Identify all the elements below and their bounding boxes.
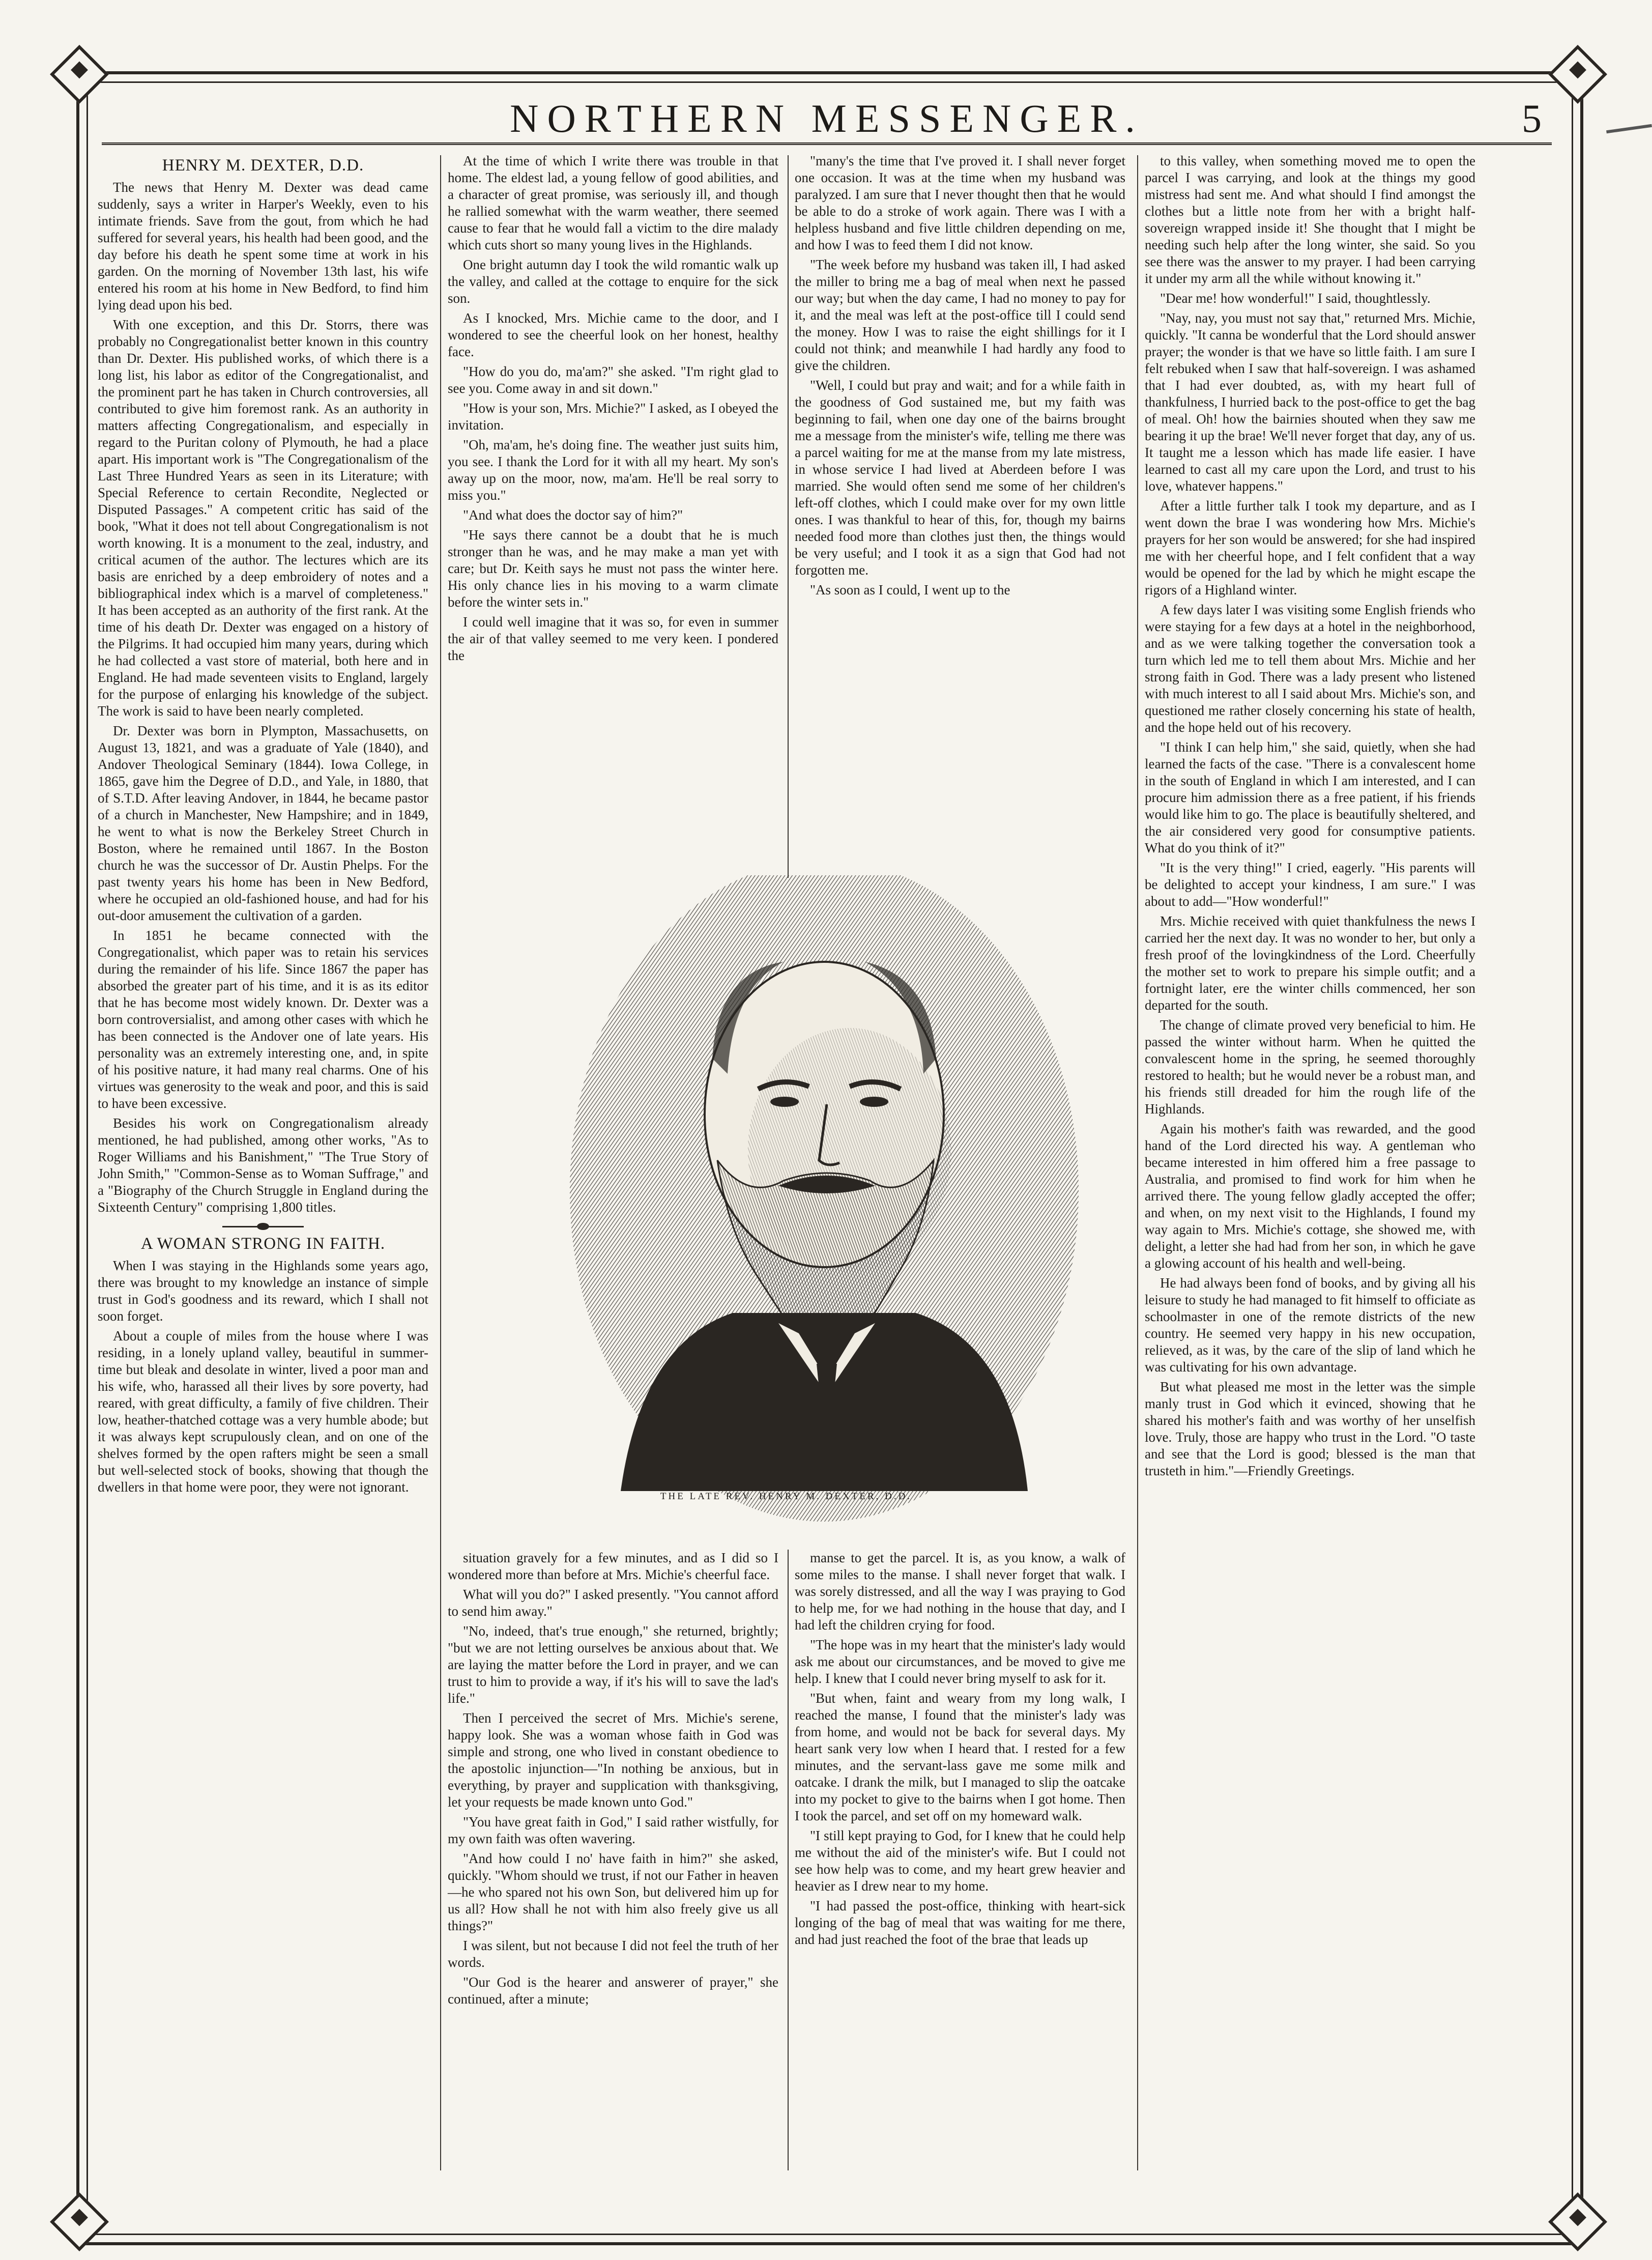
article-title-woman-faith: A WOMAN STRONG IN FAITH. [140,1235,386,1253]
paragraph: "many's the time that I've proved it. I shall never forget one occasion. It was at the time when my husband was paralyzed. I am sure that I never thought then that he would be able to do a stroke of work again. There was I with a helpless husband and five little children depending on me, and how I was to feed them I did not know. [795,153,1125,252]
paragraph: "How do you do, ma'am?" she asked. "I'm right glad to see you. Come away in and sit down." [448,364,778,396]
paragraph: "And what does the doctor say of him?" [463,507,683,523]
paragraph: About a couple of miles from the house where I was residing, in a lonely upland valley, beautiful in summer-time but bleak and desolate in winter, lived a poor man and his wife, who, harassed all their lives by sore poverty, had reared, with great difficulty, a family of five children. Their low, heather-thatched cottage was a very humble abode; but it was always kept scrupulously clean, and on one of the shelves formed by the open rafters might be seen a small but well-selected stock of books, showing that though the dwellers in that home were poor, they were not ignorant. [98,1328,428,1495]
column-1 [98,155,428,1499]
column-3-bottom [795,1550,1125,1951]
masthead [102,94,1552,145]
corner-ornament-bottom-right [1548,2192,1607,2251]
paragraph: When I was staying in the Highlands some years ago, there was brought to my knowledge an instance of simple trust in God's goodness and its reward, which I shall not soon forget. [98,1258,428,1324]
portrait-engraving [565,875,1084,1583]
column-2-top [448,153,778,667]
paragraph: After a little further talk I took my departure, and as I went down the brae I was wondering how Mrs. Michie's prayers for her son would be answered; for she had inspired me with her cheerful hope, and I felt confident that a way would be opened for the lad by which he might escape the rigors of a Highland winter. [1145,498,1475,597]
paragraph: With one exception, and this Dr. Storrs, there was probably no Congregationalist better known in this country than Dr. Dexter. His published works, of which there is a long list, his labor as editor of the Congregationalist, and the prominent part he has taken in Church controversies, all contributed to give him foremost rank. As an authority in matters affecting Congregationalism, and especially in regard to the Puritan colony of Plymouth, he had a place apart. His important work is "The Congregationalism of the Last Three Hundred Years as seen in its Literature; with Special Reference to certain Recondite, Neglected or Disputed Passages." A competent critic has said of the book, "What it does not tell about Congregationalism is not worth knowing. It is a monument to the zeal, industry, and critical acumen of the author. The lectures which are its basis are enriched by a deep embroidery of notes and a bibliographical index which is a marvel of completeness." It has been accepted as an authority of the first rank. At the time of his death Dr. Dexter was engaged on a history of the Pilgrims. It had occupied him many years, during which he had collected a vast store of material, both here and in England. He had made seventeen visits to England, largely for the purpose of enlarging his knowledge of the subject. The work is said to have been nearly completed. [98,317,428,719]
paragraph: A few days later I was visiting some English friends who were staying for a few days at a hotel in the neighborhood, and as we were talking together the conversation took a turn which led me to tell them about Mrs. Michie and her strong faith in God. There was a lady present who listened with much interest to all I said about Mrs. Michie's son, and questioned me rather closely concerning his state of health, and the hope held out of his recovery. [1145,602,1475,735]
paragraph: "As soon as I could, I went up to the [810,582,1010,597]
paragraph: Besides his work on Congregationalism already mentioned, he had published, among other works, "As to Roger Williams and his Banishment," "The True Story of John Smith," "Common-Sense as to Woman Suffrage," and a "Biography of the Church Struggle in England during the Sixteenth Century" comprising 1,800 titles. [98,1115,428,1215]
paragraph: "Dear me! how wonderful!" I said, thoughtlessly. [1160,291,1431,306]
paragraph: What will you do?" I asked presently. "You cannot afford to send him away." [448,1587,778,1619]
portrait-eye [770,1097,799,1107]
paragraph: "I think I can help him," she said, quietly, when she had learned the facts of the case. "There is a convalescent home in the south of England in which I am interested, and I can procure him admission there as a free patient, if his friends would like him to go. The place is beautifully sheltered, and the air considered very good for consumptive patients. What do you think of it?" [1145,739,1475,855]
column-rule [440,155,441,2170]
paragraph: Mrs. Michie received with quiet thankfulness the news I carried her the next day. It was no wonder to her, but only a fresh proof of the lovingkindness of the Lord. Cheerfully the mother set to work to prepare his simple outfit; and a fortnight later, ere the winter chills commenced, her son departed for the south. [1145,913,1475,1013]
article-title-dexter: HENRY M. DEXTER, D.D. [162,156,364,175]
column-rule [1137,155,1138,2170]
paragraph: "I had passed the post-office, thinking with heart-sick longing of the bag of meal that was waiting for me there, and had just reached the foot of the brae that leads up [795,1898,1125,1947]
corner-ornament-top-right [1548,45,1607,104]
paragraph: "Our God is the hearer and answerer of prayer," she continued, after a minute; [448,1975,778,2007]
paragraph: "The hope was in my heart that the minister's lady would ask me about our circumstances, and be moved to give me help. I knew that I could never bring myself to ask for it. [795,1637,1125,1686]
paragraph: The news that Henry M. Dexter was dead came suddenly, says a writer in Harper's Weekly, even to his intimate friends. Save from the gout, from which he had suffered for several years, his health had been good, and the day before his death he spent some time at work in his garden. On the morning of November 13th last, his wife entered his room at his home in New Bedford, to find him lying dead upon his bed. [98,180,428,312]
corner-ornament-bottom-left [50,2192,109,2251]
paragraph: At the time of which I write there was trouble in that home. The eldest lad, a young fellow of good abilities, and a character of great promise, was seriously ill, and though he rallied somewhat with the warm weather, there seemed cause to fear that he would fall a victim to the dire malady which cuts short so many young lives in the Highlands. [448,153,778,252]
paragraph: "The week before my husband was taken ill, I had asked the miller to bring me a bag of meal when next he passed our way; but when the day came, I had no money to pay for it, and the meal was left at the post-office till I could send the money. How I was to raise the eight shillings for it I could not think; and meanwhile I had hardly any food to give the children. [795,257,1125,373]
paragraph: "Nay, nay, you must not say that," returned Mrs. Michie, quickly. "It canna be wonderful that the Lord should answer prayer; the wonder is that we have so little faith. I am sure I felt rebuked when I saw that half-sovereign. I was ashamed that I had ever doubted, as, with my heart full of thankfulness, I hurried back to the post-office to get the bag of meal. Oh! how the bairnies shouted when they saw me bearing it up the brae! We'll never forget that day, any of us. It taught me a lesson which has made life easier. I have learned to cast all my care upon the Lord, and trust to his love, whatever happens." [1145,310,1475,494]
paragraph: He had always been fond of books, and by giving all his leisure to study he had managed to fit himself to officiate as schoolmaster in one of the remote districts of the new country. He seemed very happy in his new occupation, relieved, as it was, by the care of the slip of land which he was cultivating for his own advantage. [1145,1275,1475,1375]
portrait-eye [860,1097,888,1107]
paragraph: I could well imagine that it was so, for even in summer the air of that valley seemed to me very keen. I pondered the [448,614,778,663]
column-2-bottom [448,1550,778,2011]
newspaper-title: NORTHERN MESSENGER. [510,96,1144,140]
paragraph: "No, indeed, that's true enough," she returned, brightly; "but we are not letting ourselves be anxious about that. We are laying the matter before the Lord in prayer, and we can trust to him to provide a way, if it's his will to save the lad's life." [448,1623,778,1706]
paragraph: One bright autumn day I took the wild romantic walk up the valley, and called at the cottage to enquire for the sick son. [448,257,778,306]
paragraph: "And how could I no' have faith in him?" she asked, quickly. "Whom should we trust, if not our Father in heaven—he who spared not his own Son, but delivered him up for us all? How shall he not with him also freely give us all things?" [448,1851,778,1933]
paragraph: But what pleased me most in the letter was the simple manly trust in God which it evinced, showing that he shared his mother's faith and was worthy of her unselfish love. Truly, those are happy who trust in the Lord. "O taste and see that the Lord is good; blessed is the man that trusteth in him."—Friendly Greetings. [1145,1379,1475,1478]
column-3-top [795,153,1125,602]
paragraph: "He says there cannot be a doubt that he is much stronger than he was, and he may make a man yet with care; but Dr. Keith says he must not pass the winter here. His only chance lies in his moving to a warm climate before the winter sets in." [448,527,778,610]
paragraph: In 1851 he became connected with the Congregationalist, which paper was to retain his services during the remainder of his life. Since 1867 the paper has absorbed the greater part of his time, and it is as its editor that he has become most widely known. Dr. Dexter was a born controversialist, and among other cases with which he has been connected is the Andover one of late years. His personality was an extremely interesting one, and, in spite of his positive nature, it had many real charms. One of his virtues was generosity to the weak and poor, and this is said to have been excessive. [98,928,428,1111]
paragraph: to this valley, when something moved me to open the parcel I was carrying, and look at the things my good mistress had sent me. And what should I find amongst the clothes but a little note from her with a bright half-sovereign wrapped inside it! She thought that I might be needing such help after the long winter, she said. So you see there was the answer to my prayer. I had been carrying it under my arm all the while without knowing it." [1145,153,1475,286]
paragraph: "Oh, ma'am, he's doing fine. The weather just suits him, you see. I thank the Lord for it with all my heart. My son's away up on the moor, now, ma'am. He'll be real sorry to miss you." [448,437,778,503]
paragraph: manse to get the parcel. It is, as you know, a walk of some miles to the manse. I shall never forget that walk. I was sorely distressed, and all the way I was praying to God to help me, for we had nothing in the house that day, and I had left the children crying for food. [795,1550,1125,1633]
paragraph: situation gravely for a few minutes, and as I did so I wondered more than before at Mrs. Michie's cheerful face. [448,1550,778,1582]
paragraph: "How is your son, Mrs. Michie?" I asked, as I obeyed the invitation. [448,400,778,433]
portrait-caption: THE LATE REV. HENRY M. DEXTER, D.D. [660,1491,912,1502]
paragraph: "It is the very thing!" I cried, eagerly. "His parents will be delighted to accept your kindness, I am sure." I was about to add—"How wonderful!" [1145,860,1475,909]
paragraph: Dr. Dexter was born in Plympton, Massachusetts, on August 13, 1821, and was a graduate of Yale (1840), and Andover Theological Seminary (1844). Iowa College, in 1865, gave him the Degree of D.D., and Yale, in 1880, that of S.T.D. After leaving Andover, in 1844, he became pastor of a church in Manchester, New Hampshire; and in 1849, he went to what is now the Berkeley Street Church in Boston, where he remained until 1867. In the Boston church he was the successor of Dr. Austin Phelps. For the past twenty years his home has been in New Bedford, where he occupied an old-fashioned house, and had for his out-door amusement the cultivation of a garden. [98,723,428,923]
section-divider [222,1226,304,1227]
paragraph: The change of climate proved very beneficial to him. He passed the winter without harm. When he quitted the convalescent home in the spring, he seemed thoroughly restored to health; but he would never be a robust man, and his friends still dreaded for him the rough life of the Highlands. [1145,1017,1475,1117]
paragraph: As I knocked, Mrs. Michie came to the door, and I wondered to see the cheerful look on her honest, healthy face. [448,310,778,359]
paragraph: "You have great faith in God," I said rather wistfully, for my own faith was often wavering. [448,1814,778,1846]
margin-mark [1606,124,1652,133]
column-rule [788,1550,789,2170]
column-rule [788,155,789,878]
column-4 [1145,153,1475,1482]
paragraph: Then I perceived the secret of Mrs. Michie's serene, happy look. She was a woman whose faith in God was simple and strong, one who lived in constant obedience to the apostolic injunction—"In nothing be anxious, but in everything, by prayer and supplication with thanksgiving, let your requests be made known unto God." [448,1710,778,1810]
paragraph: I was silent, but not because I did not feel the truth of her words. [448,1938,778,1970]
page-number: 5 [1522,96,1542,140]
paragraph: "Well, I could but pray and wait; and for a while faith in the goodness of God sustained me, but my faith was beginning to fail, when one day one of the bairns brought me a message from the minister's wife, telling me there was a parcel waiting for me at the manse from my late mistress, in whose service I had lived at Aberdeen before I was married. She would often send me some of her children's left-off clothes, which I could make over for my own little ones. I was thankful to hear of this, for, though my bairns needed food more than clothes just then, the things would be very useful; and I took it as a sign that God had not forgotten me. [795,378,1125,578]
paragraph: Again his mother's faith was rewarded, and the good hand of the Lord directed his way. A gentleman who became interested in him offered him a free passage to Australia, and promised to find work for him when he arrived there. The young fellow gladly accepted the offer; and when, on my next visit to the Highlands, I found my way again to Mrs. Michie's cottage, she showed me, with delight, a letter she had had from her son, in which he gave a glowing account of his health and well-being. [1145,1121,1475,1271]
paragraph: "I still kept praying to God, for I knew that he could help me without the aid of the minister's wife. But I could not see how help was to come, and my heart grew heavier and heavier as I drew near to my home. [795,1828,1125,1894]
paragraph: "But when, faint and weary from my long walk, I reached the manse, I found that the minister's lady was from home, and would not be back for several days. My heart sank very low when I heard that. I rested for a few minutes, and the servant-lass gave me some milk and oatcake. I drank the milk, but I managed to slip the oatcake into my pocket to give to the bairns when I got home. Then I took the parcel, and set off on my homeward walk. [795,1691,1125,1823]
corner-ornament-top-left [50,45,109,104]
